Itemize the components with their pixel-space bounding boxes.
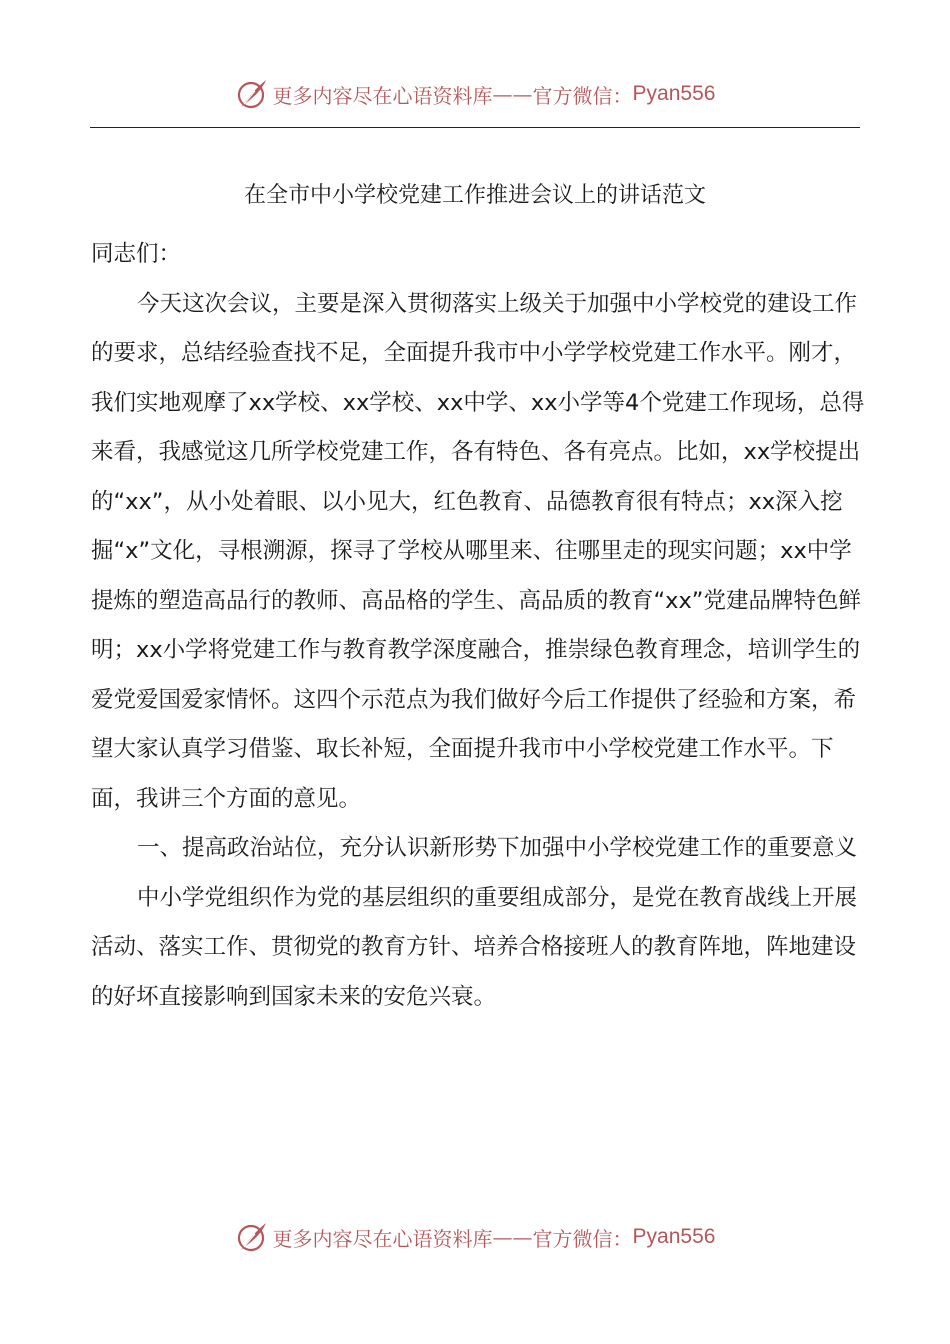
quill-logo-icon xyxy=(235,77,269,111)
watermark-wechat-id: Pyan556 xyxy=(632,1225,716,1248)
paragraph: 今天这次会议，主要是深入贯彻落实上级关于加强中小学校党的建设工作的要求，总结经验查找不足，全面提升我市中小学学校党建工作水平。刚才，我们实地观摩了xx学校、xx学校、xx中学、xx小学等4个党建工作现场，总得来看，我感觉这几所学校党建工作，各有特色、各有亮点。比如，xx学校提出的“xx”，从小处着眼、以小见大，红色教育、品德教育很有特点；xx深入挖掘“x”文化，寻根溯源，探寻了学校从哪里来、往哪里走的现实问题；xx中学提炼的塑造高品行的教师、高品格的学生、高品质的教育“xx”党建品牌特色鲜明；xx小学将党建工作与教育教学深度融合，推崇绿色教育理念，培训学生的爱党爱国爱家情怀。这四个示范点为我们做好今后工作提供了经验和方案，希望大家认真学习借鉴、取长补短，全面提升我市中小学校党建工作水平。下面，我讲三个方面的意见。 xyxy=(91,290,865,812)
watermark-footer xyxy=(0,1215,950,1259)
watermark-separator: —— xyxy=(492,1225,533,1249)
watermark-wechat-label: 官方微信： xyxy=(532,83,633,108)
header-divider xyxy=(90,127,860,128)
document-title: 在全市中小学校党建工作推进会议上的讲话范文 xyxy=(243,183,706,208)
watermark-wechat-label: 官方微信： xyxy=(532,1226,633,1251)
salutation: 同志们： xyxy=(91,241,182,267)
watermark-header xyxy=(0,72,950,116)
watermark-separator: —— xyxy=(492,82,533,106)
section-heading: 一、提高政治站位，充分认识新形势下加强中小学校党建工作的重要意义 xyxy=(137,835,858,861)
watermark-wechat-id: Pyan556 xyxy=(632,82,716,105)
watermark-site-text: 更多内容尽在心语资料库 xyxy=(272,1226,493,1251)
document-body xyxy=(91,230,866,1022)
paragraph: 中小学党组织作为党的基层组织的重要组成部分，是党在教育战线上开展活动、落实工作、贯彻党的教育方针、培养合格接班人的教育阵地，阵地建设的好坏直接影响到国家未来的安危兴衰。 xyxy=(91,884,858,1010)
quill-logo-icon xyxy=(235,1220,269,1254)
watermark-site-text: 更多内容尽在心语资料库 xyxy=(272,83,493,108)
